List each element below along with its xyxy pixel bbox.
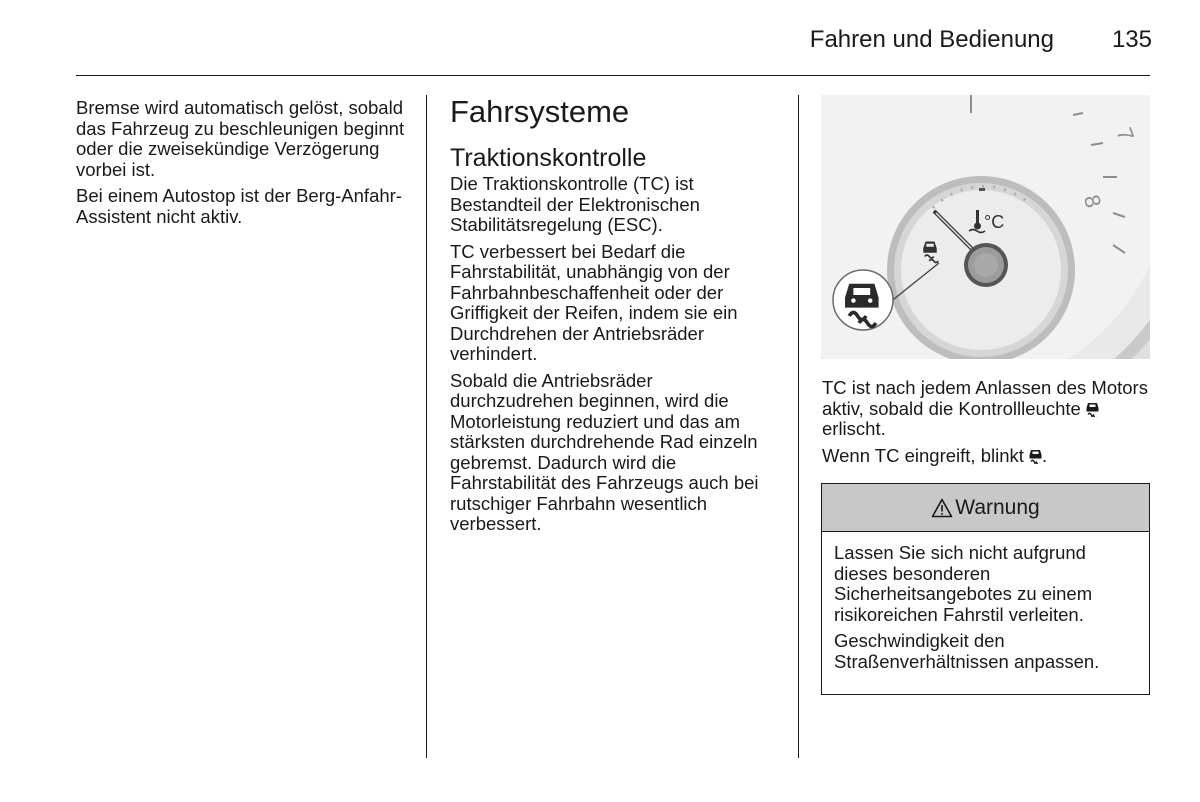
column-right [822,378,1152,472]
paragraph-text: TC ist nach jedem Anlassen des Motors aktiv, sobald die Kontrollleuchte [822,377,1148,419]
column-divider-left [426,95,427,758]
column-middle [450,94,780,541]
paragraph-text: Wenn TC eingreift, blinkt [822,444,1024,466]
warning-box [821,483,1150,695]
warning-body [822,532,1149,672]
paragraph: Geschwindigkeit den Straßenverhältnissen anpassen. [834,630,1100,672]
dial-number: 8 [1078,192,1107,211]
traction-control-icon [1086,402,1099,417]
warning-triangle-icon [931,498,953,518]
column-left [76,98,406,233]
dial-number: 7 [1111,124,1140,145]
gauge-unit-label: °C [984,212,1005,232]
section-heading: Fahrsysteme [450,94,630,129]
paragraph: Die Traktionskontrolle (TC) ist Bestandteil der Elektronischen Stabilitätsregelung (ESC). [450,173,700,235]
page-number: 135 [1111,26,1152,53]
running-header: Fahren und Bedienung [809,26,1054,53]
paragraph-text: . [1042,444,1048,466]
paragraph [822,378,1152,440]
paragraph: Bremse wird automatisch gelöst, sobald das Fahrzeug zu beschleunigen beginnt oder die zweisekündige Verzögerung vorbei ist. [76,97,405,180]
paragraph: Bei einem Autostop ist der Berg-Anfahr-Assistent nicht aktiv. [76,185,402,227]
instrument-cluster-figure [821,95,1150,359]
paragraph-text: erlischt. [822,418,886,439]
paragraph: Lassen Sie sich nicht aufgrund dieses besonderen Sicherheitsangebotes zu einem risikoreichen Fahrstil verleiten. [834,542,1093,625]
paragraph: Sobald die Antriebsräder durchzudrehen beginnen, wird die Motorleistung reduziert und das am stärksten durchdrehende Rad einzeln gebremst. Dadurch wird die Fahrstabilität des Fahrzeugs auch bei rutschiger Fahrbahn wesentlich verbessert. [450,369,759,534]
paragraph [822,446,1152,467]
paragraph: TC verbessert bei Bedarf die Fahrstabilität, unabhängig von der Fahrbahnbeschaffenheit oder der Griffigkeit der Reifen, indem sie ein Durchdrehen der Antriebsräder verhindert. [450,240,738,364]
warning-header [822,484,1149,532]
subsection-heading: Traktionskontrolle [450,144,647,172]
instrument-cluster-illustration [821,95,1150,359]
header-rule [76,75,1150,76]
traction-control-icon [1029,449,1042,464]
column-divider-right [798,95,799,758]
warning-title: Warnung [955,495,1040,519]
